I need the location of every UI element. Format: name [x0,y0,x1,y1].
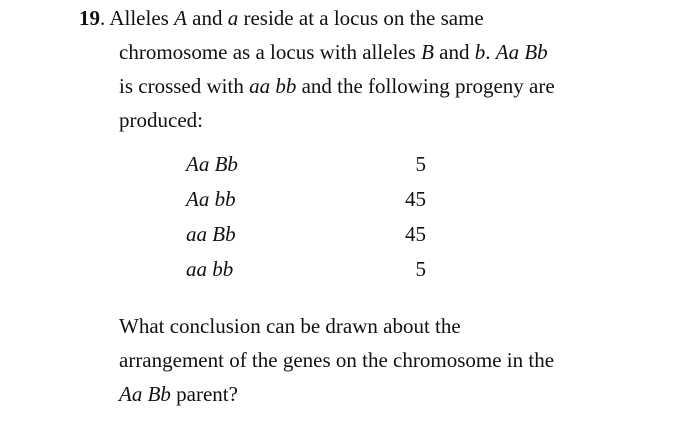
question-number: 19 [79,6,100,30]
allele-A: A [174,6,187,30]
progeny-count: 5 [415,152,426,176]
progeny-row [186,256,426,282]
text-segment: and [433,40,475,64]
followup-line-2: arrangement of the genes on the chromosome in the [119,348,555,372]
genotype-AaBb-parent: Aa Bb [119,382,171,406]
progeny-row [186,186,426,212]
progeny-count: 5 [415,257,426,281]
progeny-genotype: aa bb [186,257,234,281]
text-segment: reside at a locus on the same [238,6,484,30]
followup-line-1: What conclusion can be drawn about the [119,314,461,338]
progeny-row [186,151,426,177]
progeny-count: 45 [405,222,426,246]
allele-b: b [474,40,486,64]
text-segment: . Alleles [100,6,175,30]
allele-a: a [227,6,239,30]
text-segment: and the following progeny are [296,74,555,98]
text-segment: parent? [170,382,238,406]
progeny-count: 45 [405,187,426,211]
progeny-row [186,221,426,247]
genotype-AaBb: Aa Bb [495,40,548,64]
genotype-aabb: aa bb [249,74,297,98]
followup-line-3 [119,381,238,407]
text-segment: . [485,40,496,64]
allele-B: B [421,40,434,64]
question-line-4: produced: [119,108,203,132]
text-segment: is crossed with [119,74,250,98]
question-line-2 [119,39,548,65]
text-segment: and [186,6,228,30]
progeny-genotype: Aa Bb [186,152,238,176]
progeny-genotype: Aa bb [186,187,236,211]
question-line-3 [119,73,555,99]
text-segment: chromosome as a locus with alleles [119,40,422,64]
progeny-genotype: aa Bb [186,222,236,246]
question-line-1 [79,5,484,31]
